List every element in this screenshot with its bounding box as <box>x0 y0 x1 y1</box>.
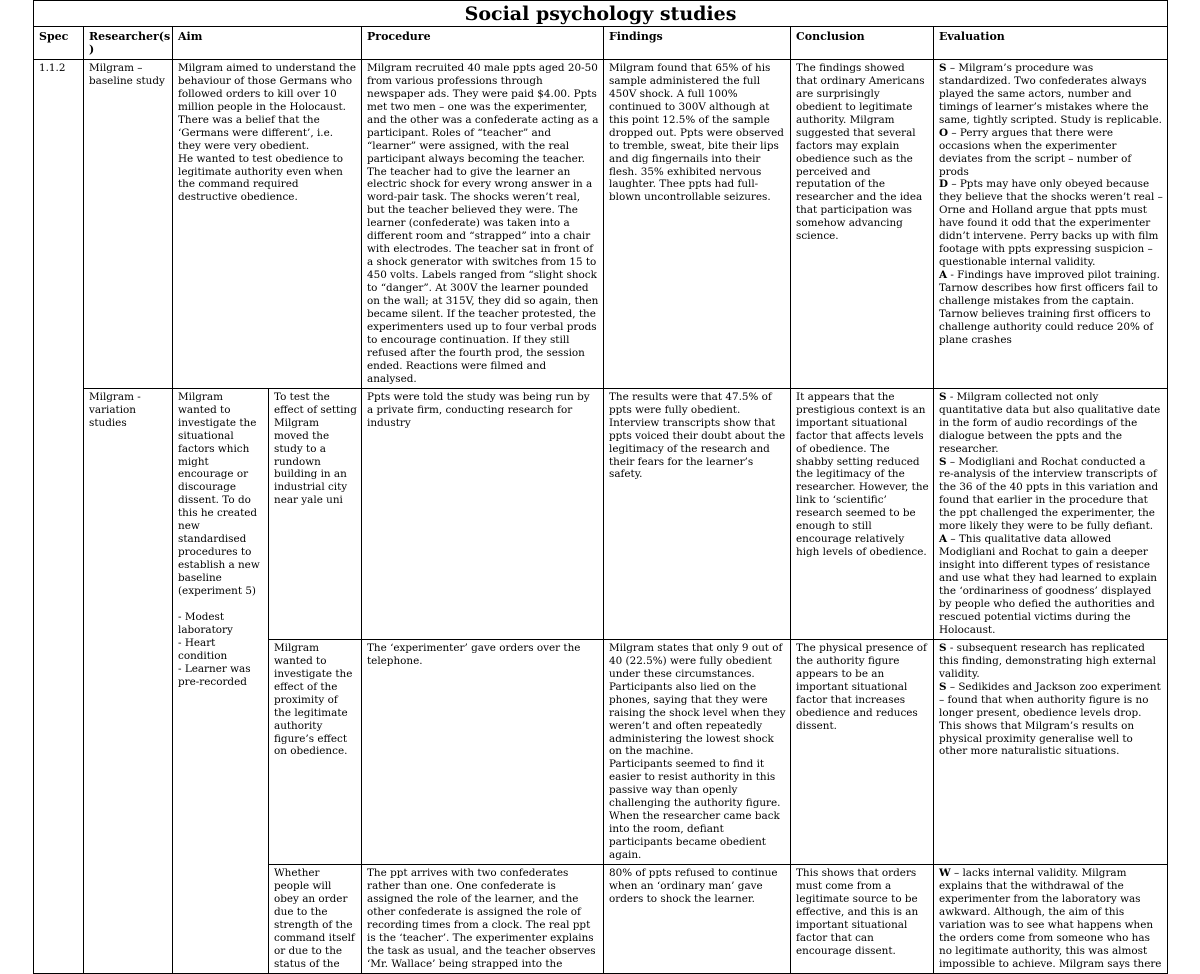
header-researcher: Researcher(s ) <box>84 27 173 60</box>
conclusion-cell-baseline: The findings showed that ordinary Americans are surprisingly obedient to legitimate authority. Milgram suggested that several factors may explain obedience such as the perceived and reputation of the researcher and the idea that participation was somehow advancing science. <box>791 59 934 388</box>
studies-table <box>33 0 1168 974</box>
spec-cell: 1.1.2 <box>34 59 84 973</box>
procedure-cell-ordinary-man: The ppt arrives with two confederates rather than one. One confederate is assigned the role of the learner, and the other confederate is assigned the role of recording times from a clock. The real ppt is the ‘teacher’. The experimenter explains the task as usual, and the teacher observes ‘Mr. Wallace’ being strapped into the <box>362 865 604 974</box>
procedure-cell-proximity: The ‘experimenter’ gave orders over the telephone. <box>362 639 604 864</box>
evaluation-cell-ordinary-man <box>934 865 1168 974</box>
researcher-cell-variations: Milgram - variation studies <box>84 388 173 973</box>
header-findings: Findings <box>604 27 791 60</box>
findings-cell-ordinary-man: 80% of ppts refused to continue when an ‘ordinary man’ gave orders to shock the learner. <box>604 865 791 974</box>
eval-point: S – Modigliani and Rochat conducted a re-analysis of the interview transcripts of the 36 of the 40 ppts in this variation and found that earlier in the procedure that the ppt challenged the experimenter, the more likely they were to be fully defiant. <box>939 455 1162 533</box>
aim-cell-variations: Milgram wanted to investigate the situational factors which might encourage or discourage dissent. To do this he created new standardised procedures to establish a new baseline (experiment 5) - Modest laboratory - Heart condition - Learner was pre-recorded <box>173 388 269 973</box>
header-conclusion: Conclusion <box>791 27 934 60</box>
subaim-cell-setting: To test the effect of setting Milgram moved the study to a rundown building in an industrial city near yale uni <box>269 388 362 639</box>
table-row-baseline <box>34 59 1168 388</box>
researcher-cell-baseline: Milgram – baseline study <box>84 59 173 388</box>
evaluation-cell-baseline <box>934 59 1168 388</box>
header-procedure: Procedure <box>362 27 604 60</box>
findings-cell-baseline: Milgram found that 65% of his sample administered the full 450V shock. A full 100% continued to 300V although at this point 12.5% of the sample dropped out. Ppts were observed to tremble, sweat, bite their lips and dig fingernails into their flesh. 35% exhibited nervous laughter. Thee ppts had full-blown uncontrollable seizures. <box>604 59 791 388</box>
evaluation-cell-proximity <box>934 639 1168 864</box>
header-evaluation: Evaluation <box>934 27 1168 60</box>
eval-point: A – This qualitative data allowed Modigliani and Rochat to gain a deeper insight into different types of resistance and use what they had learned to explain the ‘ordinariness of goodness’ displayed by people who defied the authorities and rescued potential victims during the Holocaust. <box>939 533 1161 636</box>
header-aim: Aim <box>173 27 362 60</box>
table-row-variation-setting <box>34 388 1168 639</box>
conclusion-cell-setting: It appears that the prestigious context is an important situational factor that affects levels of obedience. The shabby setting reduced the legitimacy of the researcher. However, the link to ‘scientific’ research seemed to be enough to still encourage relatively high levels of obedience. <box>791 388 934 639</box>
eval-point: S – Milgram’s procedure was standardized. Two confederates always played the same actors, number and timings of learner’s mistakes where the same, tightly scripted. Study is replicable. <box>939 61 1162 126</box>
eval-point: S - subsequent research has replicated this finding, demonstrating high external validity. <box>939 641 1160 680</box>
evaluation-cell-setting <box>934 388 1168 639</box>
eval-point: D – Ppts may have only obeyed because they believe that the shocks weren’t real – Orne and Holland argue that ppts must have found it odd that the experimenter didn’t intervene. Perry backs up with film footage with ppts expressing suspicion – questionable internal validity. <box>939 178 1167 269</box>
eval-point: O – Perry argues that there were occasions when the experimenter deviates from the script – number of prods <box>939 126 1135 178</box>
header-spec: Spec <box>34 27 84 60</box>
aim-cell-baseline: Milgram aimed to understand the behaviour of those Germans who followed orders to kill over 10 million people in the Holocaust. There was a belief that the ‘Germans were different’, i.e. they were very obedient. He wanted to test obedience to legitimate authority even when the command required destructive obedience. <box>173 59 362 388</box>
conclusion-cell-ordinary-man: This shows that orders must come from a legitimate source to be effective, and this is an important situational factor that can encourage dissent. <box>791 865 934 974</box>
procedure-cell-setting: Ppts were told the study was being run by a private firm, conducting research for industry <box>362 388 604 639</box>
header-row <box>34 27 1168 60</box>
eval-point: A - Findings have improved pilot training. Tarnow describes how first officers fail to challenge mistakes from the captain. Tarnow believes training first officers to challenge authority could reduce 20% of plane crashes <box>939 269 1164 346</box>
subaim-cell-ordinary-man: Whether people will obey an order due to the strength of the command itself or due to the status of the <box>269 865 362 974</box>
findings-cell-setting: The results were that 47.5% of ppts were fully obedient. Interview transcripts show that ppts voiced their doubt about the legitimacy of the research and their fears for the learner’s safety. <box>604 388 791 639</box>
eval-point: W – lacks internal validity. Milgram explains that the withdrawal of the experimenter from the laboratory was awkward. Although, the aim of this variation was to see what happens when the orders come from someone who has no legitimate authority, this was almost impossible to achieve. Milgram says there <box>939 867 1162 970</box>
findings-cell-proximity: Milgram states that only 9 out of 40 (22.5%) were fully obedient under these circumstances. Participants also lied on the phones, saying that they were raising the shock level when they weren’t and often repeatedly administering the lowest shock on the machine. Participants seemed to find it easier to resist authority in this passive way than openly challenging the authority figure. When the researcher came back into the room, defiant participants became obedient again. <box>604 639 791 864</box>
conclusion-cell-proximity: The physical presence of the authority figure appears to be an important situational factor that increases obedience and reduces dissent. <box>791 639 934 864</box>
page-title: Social psychology studies <box>34 1 1168 27</box>
procedure-cell-baseline: Milgram recruited 40 male ppts aged 20-50 from various professions through newspaper ads. They were paid $4.00. Ppts met two men – one was the experimenter, and the other was a confederate acting as a participant. Roles of “teacher” and “learner” were assigned, with the real participant always becoming the teacher. The teacher had to give the learner an electric shock for every wrong answer in a word-pair task. The shocks weren’t real, but the teacher believed they were. The learner (confederate) was taken into a different room and “strapped” into a chair with electrodes. The teacher sat in front of a shock generator with switches from 15 to 450 volts. Labels ranged from “slight shock to “danger”. At 300V the learner pounded on the wall; at 315V, they did so again, then became silent. If the teacher protested, the experimenters used up to four verbal prods to encourage continuation. If they still refused after the fourth prod, the session ended. Reactions were filmed and analysed. <box>362 59 604 388</box>
subaim-cell-proximity: Milgram wanted to investigate the effect of the proximity of the legitimate authority figure’s effect on obedience. <box>269 639 362 864</box>
eval-point: S – Sedikides and Jackson zoo experiment – found that when authority figure is no longer present, obedience levels drop. This shows that Milgram’s results on physical proximity generalise well to other more naturalistic situations. <box>939 680 1165 758</box>
eval-point: S - Milgram collected not only quantitative data but also qualitative date in the form of audio recordings of the dialogue between the ppts and the researcher. <box>939 390 1164 455</box>
